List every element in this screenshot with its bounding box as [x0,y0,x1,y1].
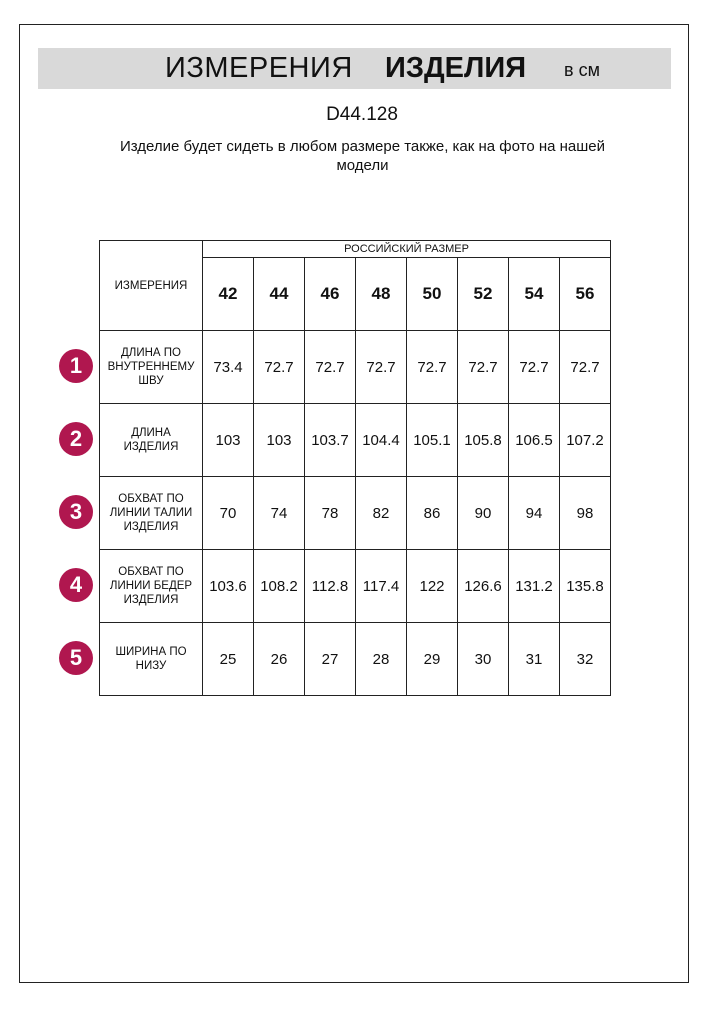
table-cell: 72.7 [356,331,407,404]
title-unit: в см [564,60,600,80]
size-header-cell: 46 [305,258,356,331]
table-cell: 25 [203,623,254,696]
table-cell: 107.2 [560,404,611,477]
table-row [100,550,611,623]
size-header-cell: 50 [407,258,458,331]
table-cell: 117.4 [356,550,407,623]
table-cell: 103.6 [203,550,254,623]
table-cell: 105.1 [407,404,458,477]
table-cell: 105.8 [458,404,509,477]
table-cell: 78 [305,477,356,550]
row-label: ШИРИНА ПО НИЗУ [100,623,203,696]
table-row [100,404,611,477]
table-cell: 74 [254,477,305,550]
table-cell: 70 [203,477,254,550]
table-row [100,331,611,404]
article-number: D44.128 [326,104,398,125]
size-header-cell: 52 [458,258,509,331]
table-row [100,623,611,696]
table-cell: 122 [407,550,458,623]
russian-size-header: РОССИЙСКИЙ РАЗМЕР [203,241,611,258]
size-header-cell: 56 [560,258,611,331]
size-header-cell: 44 [254,258,305,331]
fit-note: Изделие будет сидеть в любом размере также, как на фото на нашей модели [119,138,606,174]
table-cell: 72.7 [407,331,458,404]
table-cell: 103.7 [305,404,356,477]
table-cell: 106.5 [509,404,560,477]
table-cell: 72.7 [458,331,509,404]
table-cell: 131.2 [509,550,560,623]
row-label: ДЛИНА ИЗДЕЛИЯ [100,404,203,477]
row-number-badge: 4 [59,568,93,602]
table-cell: 72.7 [560,331,611,404]
row-label: ОБХВАТ ПО ЛИНИИ ТАЛИИ ИЗДЕЛИЯ [100,477,203,550]
table-cell: 126.6 [458,550,509,623]
table-cell: 90 [458,477,509,550]
size-header-cell: 48 [356,258,407,331]
table-cell: 30 [458,623,509,696]
row-number-badge: 2 [59,422,93,456]
table-cell: 103 [254,404,305,477]
row-number-badge: 5 [59,641,93,675]
row-label: ОБХВАТ ПО ЛИНИИ БЕДЕР ИЗДЕЛИЯ [100,550,203,623]
row-number-badge: 3 [59,495,93,529]
table-cell: 29 [407,623,458,696]
table-cell: 72.7 [509,331,560,404]
table-cell: 112.8 [305,550,356,623]
row-label: ДЛИНА ПО ВНУТРЕННЕМУ ШВУ [100,331,203,404]
table-cell: 31 [509,623,560,696]
size-header-cell: 54 [509,258,560,331]
size-header-cell: 42 [203,258,254,331]
corner-label: ИЗМЕРЕНИЯ [100,241,203,331]
table-cell: 72.7 [305,331,356,404]
table-cell: 72.7 [254,331,305,404]
table-cell: 135.8 [560,550,611,623]
table-row [100,477,611,550]
table-cell: 28 [356,623,407,696]
title-measurements: ИЗМЕРЕНИЯ [165,52,353,84]
table-cell: 103 [203,404,254,477]
table-cell: 98 [560,477,611,550]
table-cell: 27 [305,623,356,696]
table-cell: 94 [509,477,560,550]
table-cell: 73.4 [203,331,254,404]
size-table [99,240,611,696]
title-product: ИЗДЕЛИЯ [385,52,527,84]
table-cell: 26 [254,623,305,696]
table-cell: 104.4 [356,404,407,477]
row-number-badge: 1 [59,349,93,383]
table-cell: 32 [560,623,611,696]
table-cell: 86 [407,477,458,550]
table-cell: 82 [356,477,407,550]
table-cell: 108.2 [254,550,305,623]
